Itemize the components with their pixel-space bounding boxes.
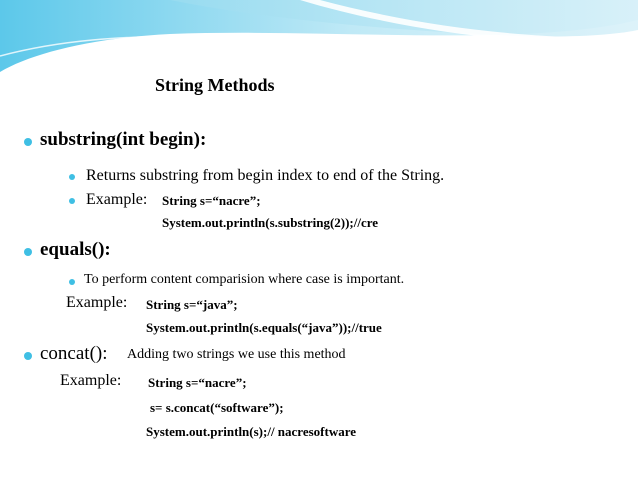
slide-title: String Methods bbox=[155, 75, 275, 95]
equals-description: To perform content comparision where case is important. bbox=[84, 272, 405, 287]
bullet-icon bbox=[69, 174, 75, 180]
concat-example-label: Example: bbox=[60, 372, 122, 389]
substring-code-line-1: String s=“nacre”; bbox=[162, 193, 261, 208]
bullet-icon bbox=[24, 352, 32, 360]
header-wave-decoration bbox=[0, 0, 638, 72]
concat-code-line-3: System.out.println(s);// nacresoftware bbox=[146, 424, 357, 439]
equals-code-line-1: String s=“java”; bbox=[146, 297, 238, 312]
substring-code-line-2: System.out.println(s.substring(2));//cre bbox=[162, 215, 379, 230]
equals-code-line-2: System.out.println(s.equals(“java”));//true bbox=[146, 320, 382, 335]
bullet-icon bbox=[24, 248, 32, 256]
substring-example-label: Example: bbox=[86, 191, 148, 208]
concat-code-line-2: s= s.concat(“software”); bbox=[150, 400, 284, 415]
concat-description: Adding two strings we use this method bbox=[127, 347, 346, 362]
equals-example-label: Example: bbox=[66, 294, 128, 311]
bullet-icon bbox=[24, 138, 32, 146]
concat-heading: concat(): bbox=[40, 343, 108, 364]
bullet-icon bbox=[69, 279, 75, 285]
equals-heading: equals(): bbox=[40, 239, 111, 260]
substring-heading: substring(int begin): bbox=[40, 129, 207, 150]
concat-code-line-1: String s=“nacre”; bbox=[148, 375, 247, 390]
bullet-icon bbox=[69, 198, 75, 204]
substring-description: Returns substring from begin index to end of the String. bbox=[86, 167, 445, 184]
